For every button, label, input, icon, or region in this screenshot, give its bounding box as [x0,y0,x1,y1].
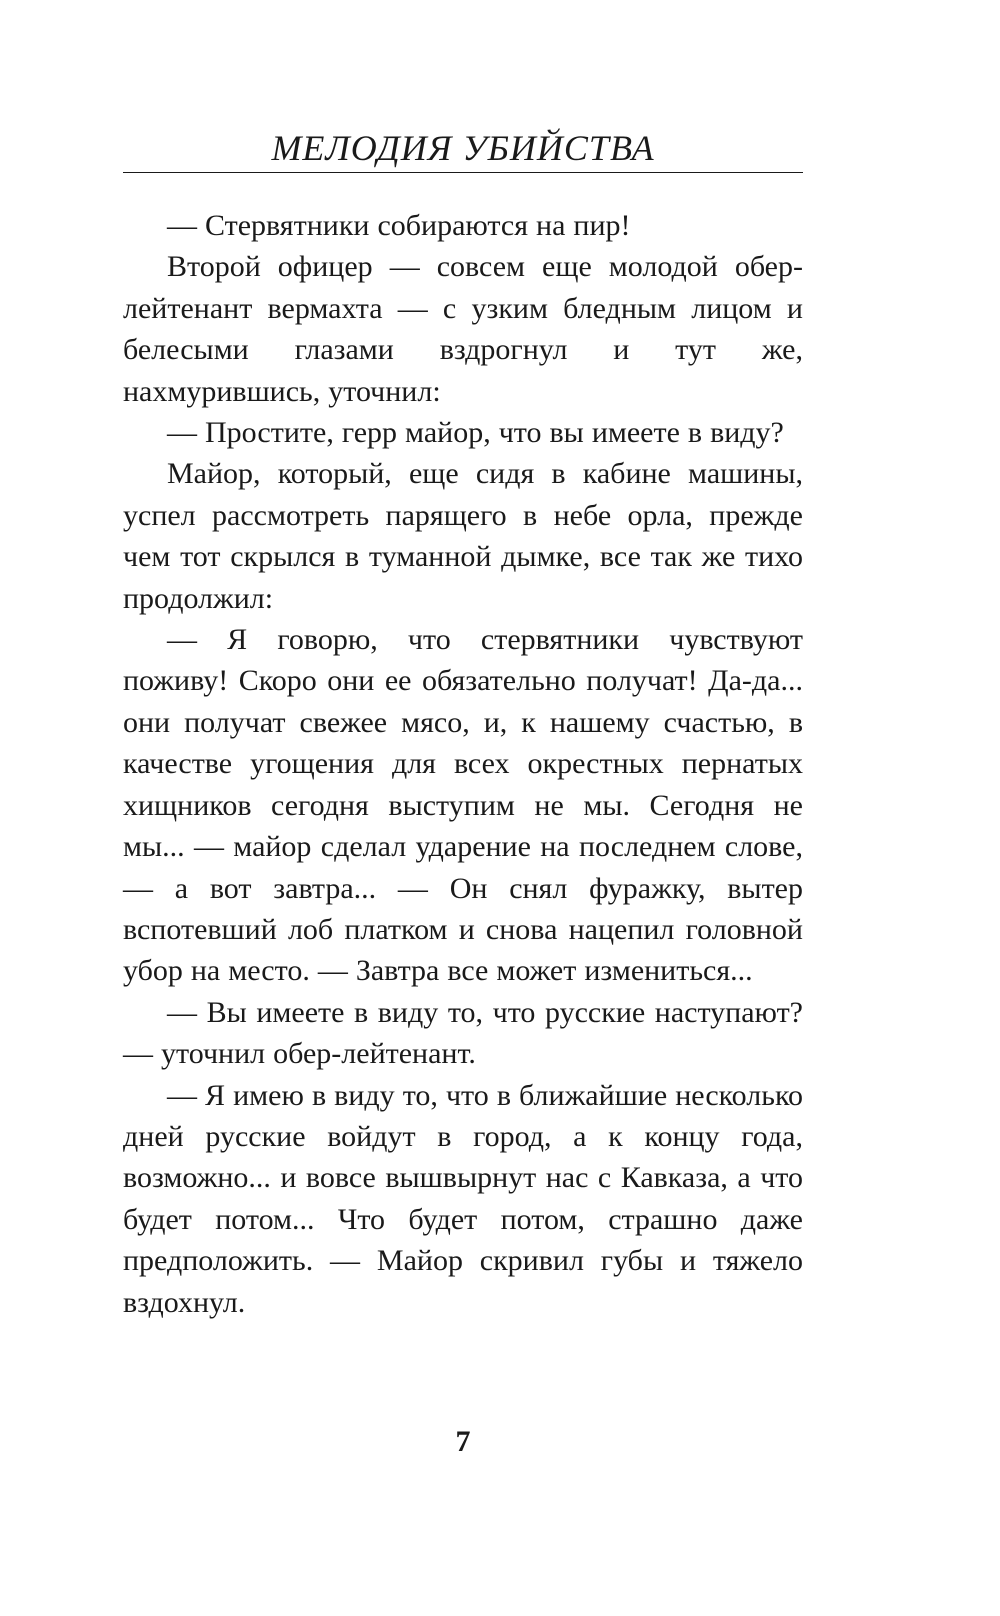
paragraph: Второй офицер — совсем еще молодой обер-лейтенант вермахта — с узким бледным лицом и белесыми глазами вздрогнул и тут же, нахмурившись, уточнил: [123,250,803,408]
paragraph: — Стервятники собираются на пир! [167,209,631,242]
body-text [123,205,803,1323]
paragraph: — Я говорю, что стервятники чувствуют поживу! Скоро они ее обязательно получат! Да-да... они получат свежее мясо, и, к нашему счастью, в качестве угощения для всех окрестных пернатых хищников сегодня выступим не мы. Сегодня не мы... — майор сделал ударение на последнем слове, — а вот завтра... — Он снял фуражку, вытер вспотевший лоб платком и снова нацепил головной убор на место. — Завтра все может измениться... [123,623,803,988]
header-rule [123,172,803,173]
paragraph: — Вы имеете в виду то, что русские наступают? — уточнил обер-лейтенант. [123,995,803,1071]
paragraph: Майор, который, еще сидя в кабине машины, успел рассмотреть парящего в небе орла, прежде чем тот скрылся в туманной дымке, все так же тихо продолжил: [123,457,803,615]
page-number: 7 [455,1425,471,1458]
running-title: МЕЛОДИЯ УБИЙСТВА [271,128,655,168]
paragraph: — Простите, герр майор, что вы имеете в виду? [167,416,784,450]
paragraph: — Я имею в виду то, что в ближайшие несколько дней русские войдут в город, а к концу года, возможно... и вовсе вышвырнут нас с Кавказа, а что будет потом... Что будет потом, страшно даже предположить. — Майор скривил губы и тяжело вздохнул. [123,1078,803,1319]
